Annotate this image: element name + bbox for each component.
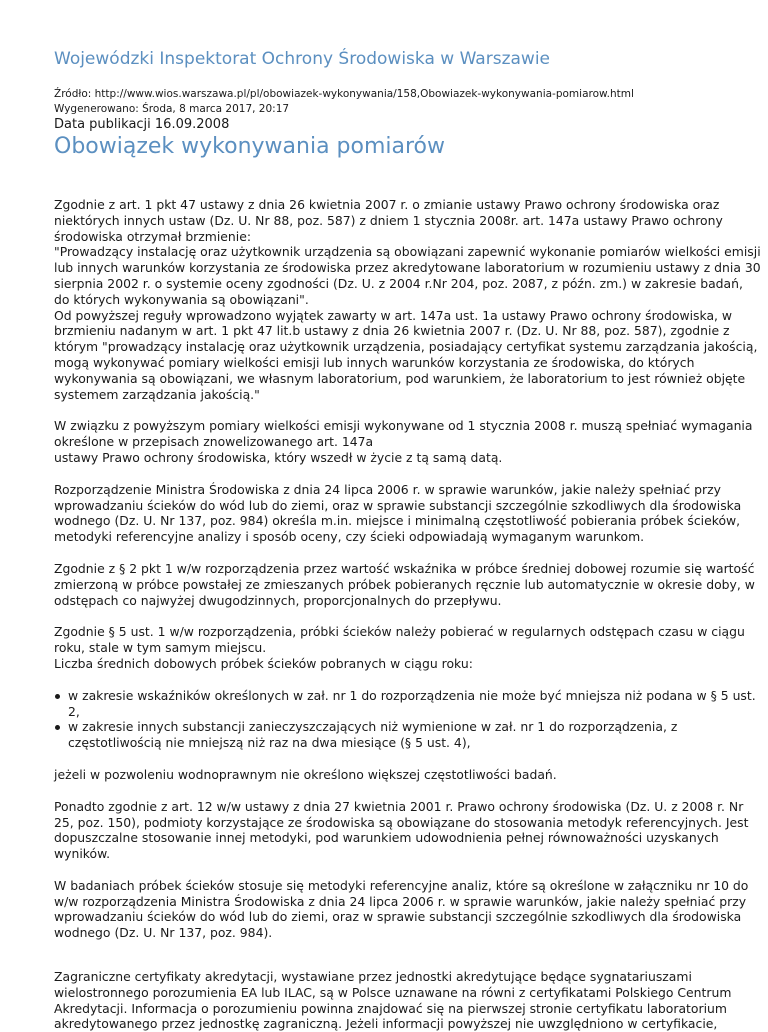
text-line: jeżeli w pozwoleniu wodnoprawnym nie określono większej częstotliwości badań. (54, 766, 557, 782)
paragraph-8 (54, 877, 749, 941)
paragraph-5 (54, 624, 745, 671)
text-line: Zgodnie § 5 ust. 1 w/w rozporządzenia, próbki ścieków należy pobierać w regularnych odstępach czasu w ciągu (54, 624, 745, 640)
paragraph-6 (54, 767, 732, 783)
text-line: Od powyższej reguły wprowadzono wyjątek zawarty w art. 147a ust. 1a ustawy Prawo ochrony środowiska, w (54, 307, 733, 323)
text-line: w/w rozporządzenia Ministra Środowiska z dnia 24 lipca 2006 r. w sprawie warunków, jakie należy spełniać przy (54, 893, 747, 909)
text-line: brzmieniu nadanym w art. 1 pkt 47 lit.b ustawy z dnia 26 kwietnia 2007 r. (Dz. U. Nr 88, poz. 587), zgodnie z (54, 323, 730, 339)
publication-date: Data publikacji 16.09.2008 (54, 117, 230, 132)
text-line: Akredytacji. Informacja o porozumieniu powinna znajdować się na pierwszej stronie certyfikatu laboratorium (54, 1000, 727, 1016)
text-line: wprowadzaniu ścieków do wód lub do ziemi, oraz w sprawie substancji szczególnie szkodliwych dla środowiska (54, 497, 742, 513)
text-line: systemem zarządzania jakością." (54, 386, 260, 402)
text-line: niektórych innych ustaw (Dz. U. Nr 88, poz. 587) z dniem 1 stycznia 2008r. art. 147a ustawy Prawo ochrony (54, 212, 723, 228)
text-line: wykonywania są obowiązani, we własnym laboratorium, pod warunkiem, że laboratorium to jest również objęte (54, 370, 746, 386)
source-url: Źródło: http://www.wios.warszawa.pl/pl/obowiazek-wykonywania/158,Obowiazek-wykonywania-pomiarow.html (54, 88, 634, 100)
generated-date: Wygenerowano: Środa, 8 marca 2017, 20:17 (54, 103, 290, 115)
text-line: w zakresie wskaźników określonych w zał. nr 1 do rozporządzenia nie może być mniejsza niż podana w § 5 ust. (68, 687, 756, 703)
article-title: Obowiązek wykonywania pomiarów (54, 134, 446, 159)
text-line: mogą wykonywać pomiary wielkości emisji lub innych warunków korzystania ze środowiska, do których (54, 354, 695, 370)
site-title: Wojewódzki Inspektorat Ochrony Środowiska w Warszawie (54, 49, 550, 69)
paragraph-3 (54, 481, 742, 545)
sample-count-list (54, 687, 756, 751)
text-line: dopuszczalne stosowanie innej metodyki, pod warunkiem udowodnienia pełnej równoważności uzyskanych (54, 830, 719, 846)
text-line: zmierzoną w próbce powstałej ze zmieszanych próbek pobieranych ręcznie lub automatycznie w okresie doby, w (54, 576, 755, 592)
text-line: w zakresie innych substancji zanieczyszczających niż wymienione w zał. nr 1 do rozporządzenia, z (68, 719, 678, 735)
text-line: wodnego (Dz. U. Nr 137, poz. 984) określa m.in. miejsce i minimalną częstotliwość pobierania próbek ścieków, (54, 513, 741, 529)
text-line: "Prowadzący instalację oraz użytkownik urządzenia są obowiązani zapewnić wykonanie pomiarów wielkości emisji (54, 244, 761, 260)
text-line: Zgodnie z art. 1 pkt 47 ustawy z dnia 26 kwietnia 2007 r. o zmianie ustawy Prawo ochrony środowiska oraz (54, 197, 720, 212)
paragraph-1 (54, 197, 761, 402)
text-line: ustawy Prawo ochrony środowiska, który wszedł w życie z tą samą datą. (54, 449, 503, 465)
text-line: wyników. (54, 846, 111, 862)
text-line: sierpnia 2002 r. o systemie oceny zgodności (Dz. U. z 2004 r.Nr 204, poz. 2087, z późn. zm.) w zakresie badań, (54, 275, 743, 291)
text-line: wodnego (Dz. U. Nr 137, poz. 984). (54, 925, 273, 941)
list-item (68, 687, 756, 720)
text-line: odstępach co najwyżej dwugodzinnych, proporcjonalnych do przepływu. (54, 592, 502, 608)
text-line: wprowadzaniu ścieków do wód lub do ziemi, oraz w sprawie substancji szczególnie szkodliwych dla środowiska (54, 909, 742, 925)
text-line: lub innych warunków korzystania ze środowiska przez akredytowane laboratorium w rozumieniu ustawy z dnia 30 (54, 260, 761, 276)
text-line: roku, stale w tym samym miejscu. (54, 640, 267, 656)
text-line: W badaniach próbek ścieków stosuje się metodyki referencyjne analiz, które są określone w załączniku nr 10 do (54, 877, 749, 893)
text-line: 25, poz. 150), podmioty korzystające ze środowiska są obowiązane do stosowania metodyk referencyjnych. Jest (54, 814, 749, 830)
text-line: do których wykonywania są obowiązani". (54, 291, 309, 307)
text-line: częstotliwością nie mniejszą niż raz na dwa miesiące (§ 5 ust. 4), (68, 735, 471, 751)
text-line: Ponadto zgodnie z art. 12 w/w ustawy z dnia 27 kwietnia 2001 r. Prawo ochrony środowiska (Dz. U. z 2008 r. Nr (54, 798, 744, 814)
paragraph-2 (54, 418, 753, 465)
text-line: Zgodnie z § 2 pkt 1 w/w rozporządzenia przez wartość wskaźnika w próbce średniej dobowej rozumie się wartość (54, 560, 755, 576)
text-line: Rozporządzenie Ministra Środowiska z dnia 24 lipca 2006 r. w sprawie warunków, jakie należy spełniać przy (54, 481, 721, 497)
list-item (68, 719, 732, 751)
paragraph-4 (54, 560, 755, 608)
text-line: akredytowanego przez jednostkę zagraniczną. Jeżeli informacji powyższej nie uwzględniono w certyfikacie, (54, 1016, 718, 1032)
paragraph-7 (54, 798, 749, 862)
text-line: którym "prowadzący instalację oraz użytkownik urządzenia, posiadający certyfikat systemu zarządzania jakością, (54, 339, 758, 355)
text-line: Liczba średnich dobowych próbek ścieków pobranych w ciągu roku: (54, 655, 473, 671)
text-line: określone w przepisach znowelizowanego art. 147a (54, 434, 374, 450)
text-line: 2, (68, 703, 80, 719)
text-line: metodyki referencyjne analizy i sposób oceny, czy ścieki odpowiadają wymaganym warunkom. (54, 529, 645, 545)
text-line: środowiska otrzymał brzmienie: (54, 228, 252, 244)
paragraph-9 (54, 969, 732, 1032)
text-line: Zagraniczne certyfikaty akredytacji, wystawiane przez jednostki akredytujące będące sygnatariuszami (54, 969, 692, 985)
article-body (54, 197, 761, 1032)
text-line: wielostronnego porozumienia EA lub ILAC, są w Polsce uznawane na równi z certyfikatami Polskiego Centrum (54, 984, 732, 1000)
text-line: W związku z powyższym pomiary wielkości emisji wykonywane od 1 stycznia 2008 r. muszą spełniać wymagania (54, 418, 753, 434)
